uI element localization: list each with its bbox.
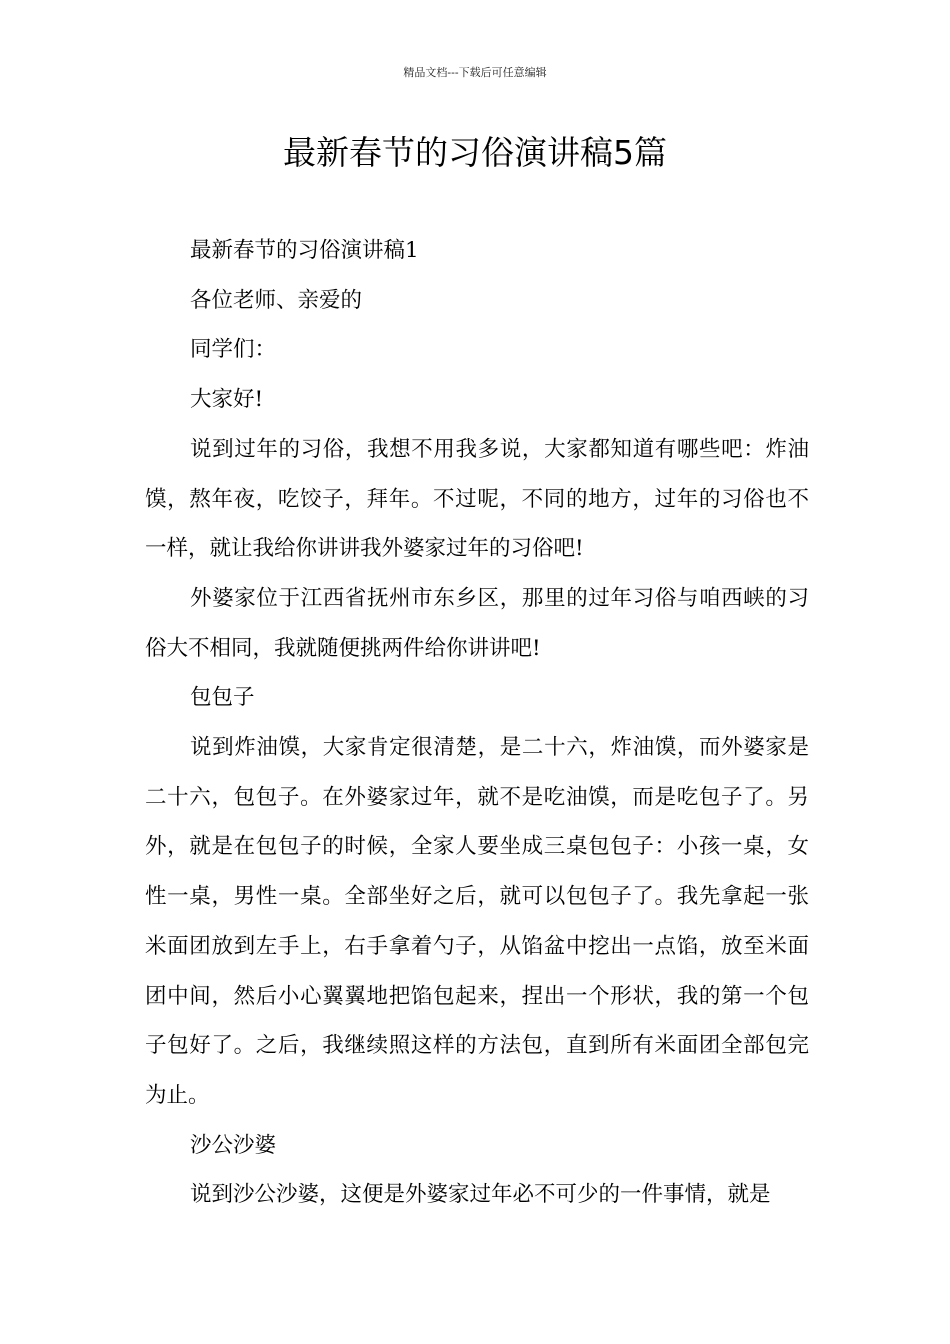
document-body bbox=[145, 226, 809, 1220]
page-header: 精品文档---下载后可任意编辑 bbox=[403, 66, 547, 79]
paragraph-5: 说到过年的习俗，我想不用我多说，大家都知道有哪些吧：炸油馍，熬年夜，吃饺子，拜年。不过呢，不同的地方，过年的习俗也不一样，就让我给你讲讲我外婆家过年的习俗吧! bbox=[145, 436, 809, 562]
paragraph-8: 说到炸油馍，大家肯定很清楚，是二十六，炸油馍，而外婆家是二十六，包包子。在外婆家过年，就不是吃油馍，而是吃包子了。另外，就是在包包子的时候，全家人要坐成三桌包包子：小孩一桌，女性一桌，男性一桌。全部坐好之后，就可以包包子了。我先拿起一张米面团放到左手上，右手拿着勺子，从馅盆中挖出一点馅，放至米面团中间，然后小心翼翼地把馅包起来，捏出一个形状，我的第一个包子包好了。之后，我继续照这样的方法包，直到所有米面团全部包完为止。 bbox=[145, 735, 809, 1108]
paragraph-1: 最新春节的习俗演讲稿1 bbox=[190, 238, 419, 263]
paragraph-3: 同学们： bbox=[190, 337, 277, 363]
paragraph-10: 说到沙公沙婆，这便是外婆家过年必不可少的一件事情，就是 bbox=[190, 1182, 771, 1208]
paragraph-7: 包包子 bbox=[190, 685, 255, 711]
document-title: 最新春节的习俗演讲稿5篇 bbox=[283, 133, 667, 172]
paragraph-6: 外婆家位于江西省抚州市东乡区，那里的过年习俗与咱西峡的习俗大不相同，我就随便挑两件给你讲讲吧! bbox=[145, 585, 809, 661]
paragraph-4: 大家好! bbox=[190, 387, 264, 413]
paragraph-2: 各位老师、亲爱的 bbox=[190, 287, 363, 313]
paragraph-9: 沙公沙婆 bbox=[190, 1132, 277, 1158]
